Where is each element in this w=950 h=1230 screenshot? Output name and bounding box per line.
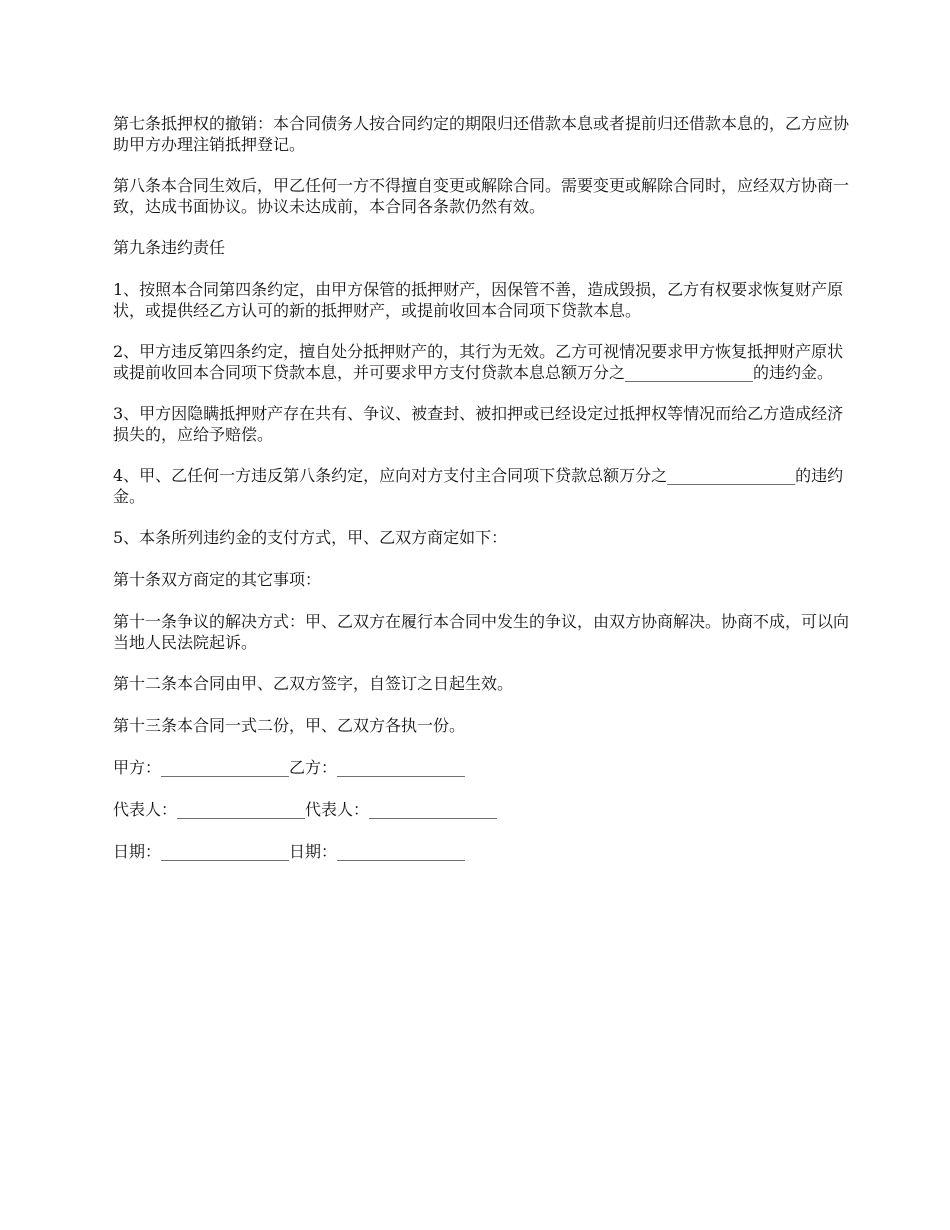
- clause-9-item-1: 1、按照本合同第四条约定，由甲方保管的抵押财产，因保管不善，造成毁损，乙方有权要求恢复财产原状，或提供经乙方认可的新的抵押财产，或提前收回本合同项下贷款本息。: [113, 280, 844, 320]
- signature-date-line: 日期：________________日期：________________: [113, 842, 466, 861]
- clause-10-other-matters: 第十条双方商定的其它事项：: [113, 570, 322, 589]
- clause-11-dispute-resolution: 第十一条争议的解决方式：甲、乙双方在履行本合同中发生的争议，由双方协商解决。协商不成，可以向当地人民法院起诉。: [113, 612, 850, 652]
- contract-page: [113, 113, 849, 883]
- clause-13-copies: 第十三条本合同一式二份，甲、乙双方各执一份。: [113, 716, 466, 735]
- clause-9-item-4: 4、甲、乙任何一方违反第八条约定，应向对方支付主合同项下贷款总额万分之________________的违约金。: [113, 466, 844, 506]
- clause-9-item-3: 3、甲方因隐瞒抵押财产存在共有、争议、被查封、被扣押或已经设定过抵押权等情况而给乙方造成经济损失的，应给予赔偿。: [113, 404, 844, 444]
- signature-representative-line: 代表人：________________代表人：________________: [113, 800, 498, 819]
- clause-12-signing: 第十二条本合同由甲、乙双方签字，自签订之日起生效。: [113, 674, 514, 693]
- signature-party-line: 甲方：________________乙方：________________: [113, 758, 466, 777]
- clause-9-item-5: 5、本条所列违约金的支付方式，甲、乙双方商定如下：: [113, 528, 508, 547]
- clause-9-item-2: 2、甲方违反第四条约定，擅自处分抵押财产的，其行为无效。乙方可视情况要求甲方恢复抵押财产原状或提前收回本合同项下贷款本息，并可要求甲方支付贷款本息总额万分之________________的违约金。: [113, 342, 844, 382]
- clause-8-effectiveness: 第八条本合同生效后，甲乙任何一方不得擅自变更或解除合同。需要变更或解除合同时，应经双方协商一致，达成书面协议。协议未达成前，本合同各条款仍然有效。: [113, 176, 850, 216]
- clause-9-heading: 第九条违约责任: [113, 238, 226, 257]
- clause-7-revocation: 第七条抵押权的撤销：本合同债务人按合同约定的期限归还借款本息或者提前归还借款本息的，乙方应协助甲方办理注销抵押登记。: [113, 114, 850, 154]
